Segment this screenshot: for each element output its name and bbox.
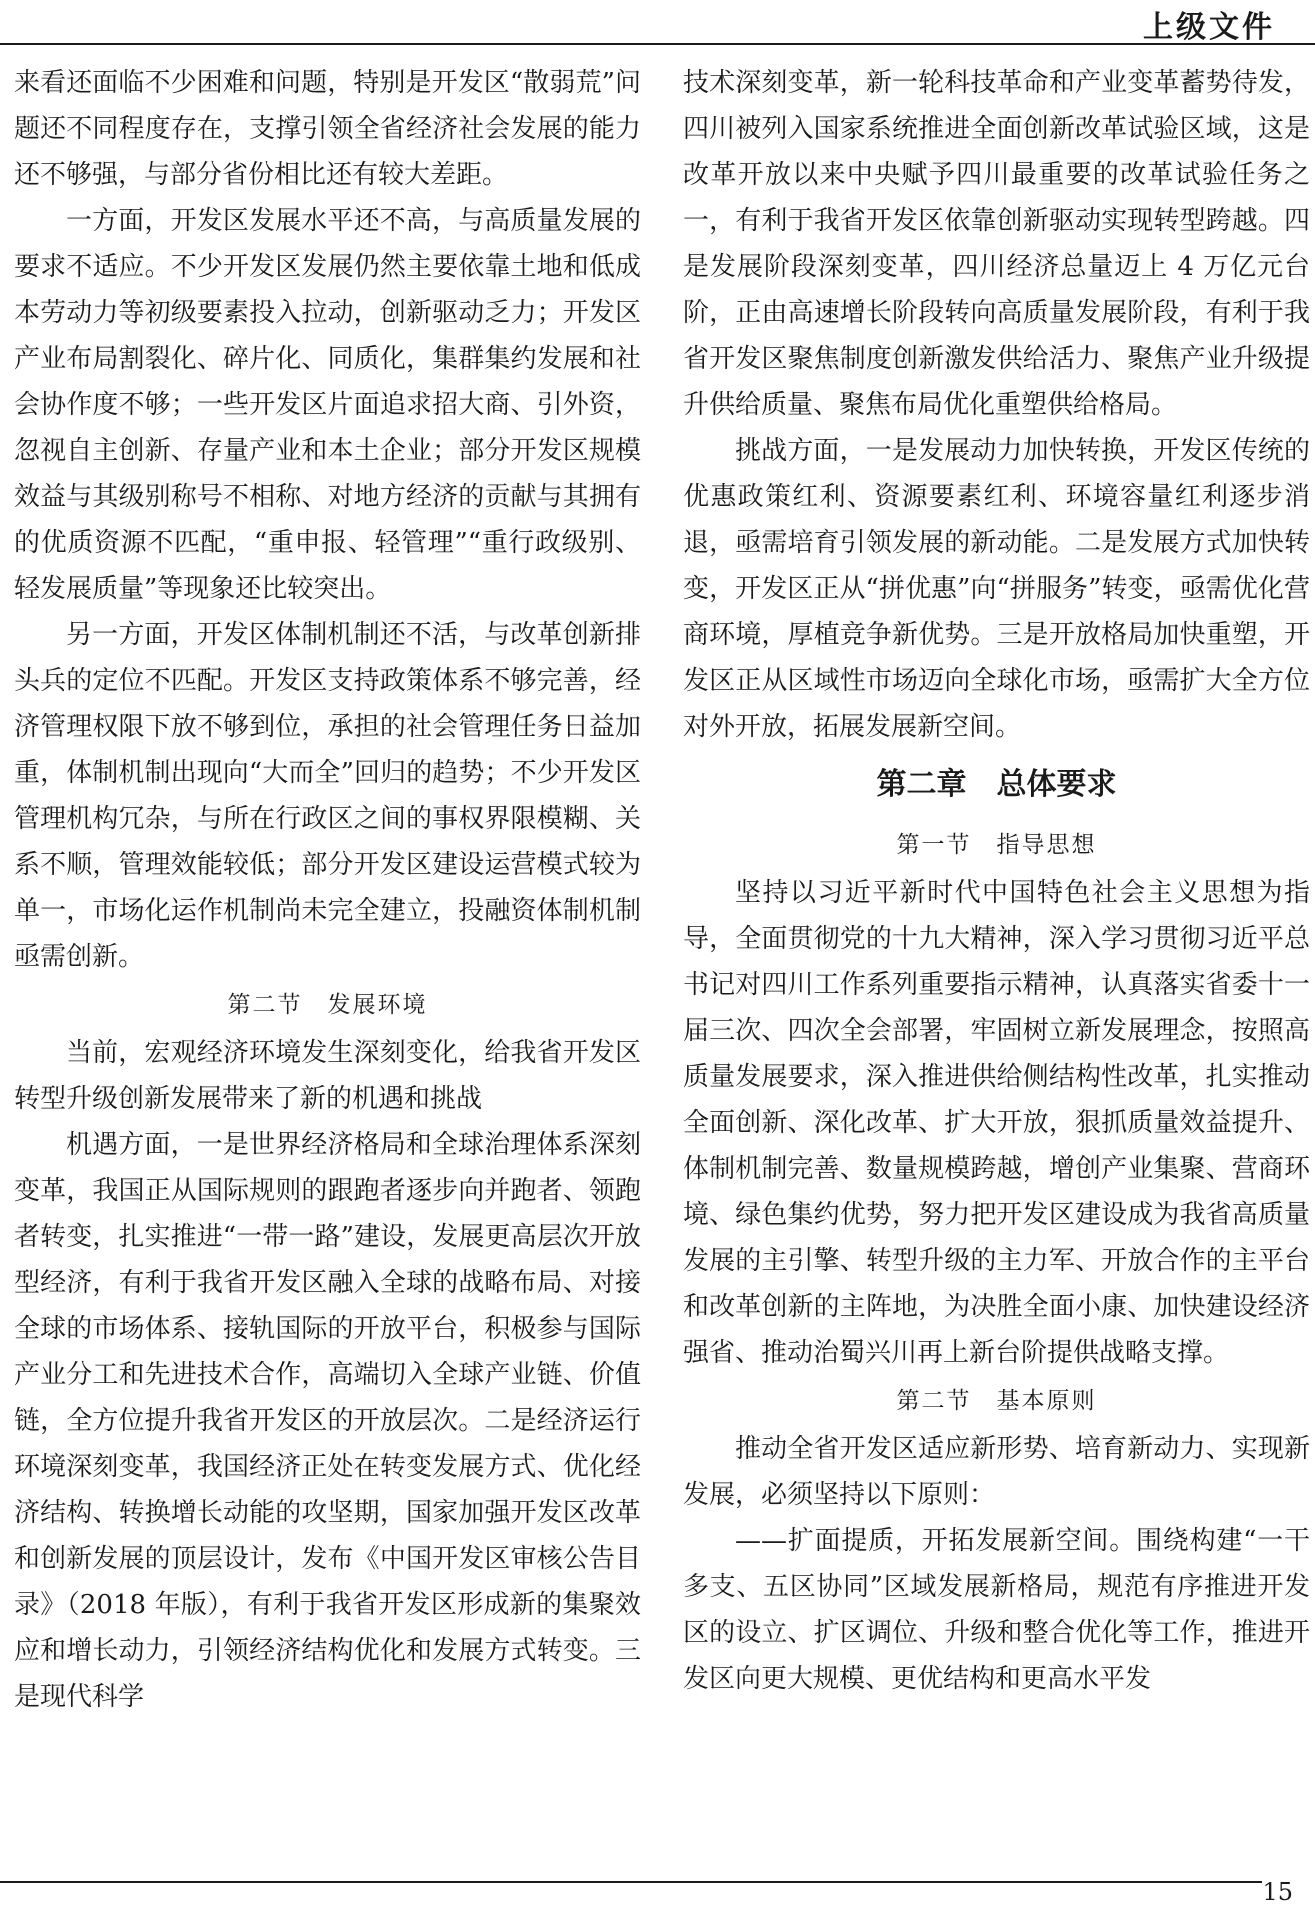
running-header-title: 上级文件 bbox=[1143, 10, 1275, 45]
paragraph-institutional-mechanism: 另一方面，开发区体制机制还不活，与改革创新排头兵的定位不匹配。开发区支持政策体系不够完善，经济管理权限下放不够到位，承担的社会管理任务日益加重，体制机制出现向“大而全”回归的趋势；不少开发区管理机构冗杂，与所在行政区之间的事权界限模糊、关系不顺，管理效能较低；部分开发区建设运营模式较为单一，市场化运作机制尚未完全建立，投融资体制机制亟需创新。 bbox=[14, 620, 641, 972]
paragraph-opportunities: 机遇方面，一是世界经济格局和全球治理体系深刻变革，我国正从国际规则的跟跑者逐步向并跑者、领跑者转变，扎实推进“一带一路”建设，发展更高层次开放型经济，有利于我省开发区融入全球的战略布局、对接全球的市场体系、接轨国际的开放平台，积极参与国际产业分工和先进技术合作，高端切入全球产业链、价值链，全方位提升我省开发区的开放层次。二是经济运行环境深刻变革，我国经济正处在转变发展方式、优化经济结构、转换增长动能的攻坚期，国家加强开发区改革和创新发展的顶层设计，发布《中国开发区审核公告目录》（2018 年版），有利于我省开发区形成新的集聚效应和增长动力，引领经济结构优化和发展方式转变。三是现代科学 bbox=[14, 1130, 641, 1712]
section-title-basic-principles: 第二节 基本原则 bbox=[896, 1388, 1097, 1414]
paragraph-opportunities-continued: 技术深刻变革，新一轮科技革命和产业变革蓄势待发，四川被列入国家系统推进全面创新改革试验区域，这是改革开放以来中央赋予四川最重要的改革试验任务之一，有利于我省开发区依靠创新驱动实现转型跨越。四是发展阶段深刻变革，四川经济总量迈上 4 万亿元台阶，正由高速增长阶段转向高质量发展阶段，有利于我省开发区聚焦制度创新激发供给活力、聚焦产业升级提升供给质量、聚焦布局优化重塑供给格局。 bbox=[683, 68, 1310, 420]
right-column bbox=[683, 60, 1310, 1870]
chapter-title-general-requirements: 第二章 总体要求 bbox=[876, 767, 1117, 802]
paragraph-guiding-ideology: 坚持以习近平新时代中国特色社会主义思想为指导，全面贯彻党的十九大精神，深入学习贯彻习近平总书记对四川工作系列重要指示精神，认真落实省委十一届三次、四次全会部署，牢固树立新发展理念，按照高质量发展要求，深入推进供给侧结构性改革，扎实推动全面创新、深化改革、扩大开放，狠抓质量效益提升、体制机制完善、数量规模跨越，增创产业集聚、营商环境、绿色集约优势，努力把开发区建设成为我省高质量发展的主引擎、转型升级的主力军、开放合作的主平台和改革创新的主阵地，为决胜全面小康、加快建设经济强省、推动治蜀兴川再上新台阶提供战略支撑。 bbox=[683, 878, 1310, 1368]
paragraph-continuation: 来看还面临不少困难和问题，特别是开发区“散弱荒”问题还不同程度存在，支撑引领全省经济社会发展的能力还不够强，与部分省份相比还有较大差距。 bbox=[14, 68, 641, 190]
paragraph-principles-intro: 推动全省开发区适应新形势、培育新动力、实现新发展，必须坚持以下原则： bbox=[683, 1434, 1310, 1510]
section-title-development-environment: 第二节 发展环境 bbox=[227, 992, 428, 1018]
paragraph-development-level: 一方面，开发区发展水平还不高，与高质量发展的要求不适应。不少开发区发展仍然主要依靠土地和低成本劳动力等初级要素投入拉动，创新驱动乏力；开发区产业布局割裂化、碎片化、同质化，集群集约发展和社会协作度不够；一些开发区片面追求招大商、引外资，忽视自主创新、存量产业和本土企业；部分开发区规模效益与其级别称号不相称、对地方经济的贡献与其拥有的优质资源不匹配，“重申报、轻管理”“重行政级别、轻发展质量”等现象还比较突出。 bbox=[14, 206, 641, 604]
section-title-guiding-ideology: 第一节 指导思想 bbox=[896, 832, 1097, 858]
page-number: 15 bbox=[1262, 1878, 1293, 1906]
paragraph-macro-environment: 当前，宏观经济环境发生深刻变化，给我省开发区转型升级创新发展带来了新的机遇和挑战 bbox=[14, 1038, 641, 1114]
header-rule bbox=[0, 43, 1315, 45]
paragraph-challenges: 挑战方面，一是发展动力加快转换，开发区传统的优惠政策红利、资源要素红利、环境容量红利逐步消退，亟需培育引领发展的新动能。二是发展方式加快转变，开发区正从“拼优惠”向“拼服务”转变，亟需优化营商环境，厚植竞争新优势。三是开放格局加快重塑，开发区正从区域性市场迈向全球化市场，亟需扩大全方位对外开放，拓展发展新空间。 bbox=[683, 436, 1310, 742]
footer-rule bbox=[0, 1881, 1262, 1883]
paragraph-principle-expand: ——扩面提质，开拓发展新空间。围绕构建“一干多支、五区协同”区域发展新格局，规范有序推进开发区的设立、扩区调位、升级和整合优化等工作，推进开发区向更大规模、更优结构和更高水平发 bbox=[683, 1526, 1310, 1694]
left-column bbox=[14, 60, 641, 1870]
